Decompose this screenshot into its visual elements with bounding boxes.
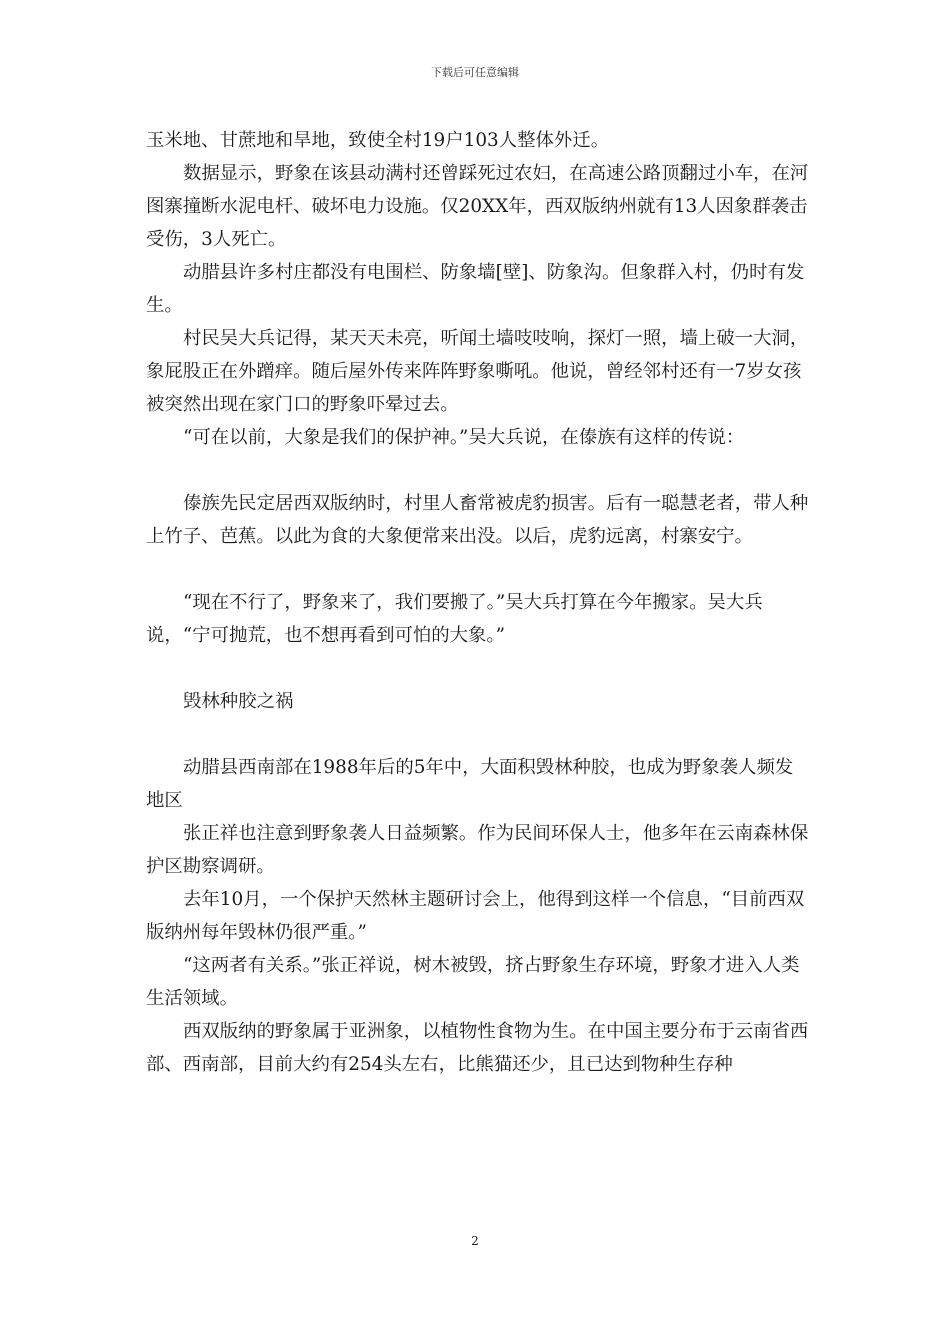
- paragraph: 村民吴大兵记得，某天天未亮，听闻土墙吱吱响，探灯一照，墙上破一大洞，象屁股正在外蹭痒。随后屋外传来阵阵野象嘶吼。他说，曾经邻村还有一7岁女孩被突然出现在家门口的野象吓晕过去。: [146, 328, 809, 415]
- paragraph: 张正祥也注意到野象袭人日益频繁。作为民间环保人士，他多年在云南森林保护区勘察调研。: [146, 823, 809, 877]
- paragraph: “这两者有关系。”张正祥说，树木被毁，挤占野象生存环境，野象才进入人类生活领域。: [146, 955, 800, 1009]
- blank-line: [146, 652, 811, 685]
- blank-line: [146, 718, 811, 751]
- document-body: [146, 124, 811, 1081]
- blank-line: [146, 454, 811, 487]
- paragraph: 西双版纳的野象属于亚洲象，以植物性食物为生。在中国主要分布于云南省西部、西南部，目前大约有254头左右，比熊猫还少，且已达到物种生存种: [146, 1021, 809, 1075]
- section-heading: 毁林种胶之祸: [183, 691, 294, 712]
- paragraph: “可在以前，大象是我们的保护神。”吴大兵说，在傣族有这样的传说：: [183, 427, 745, 448]
- paragraph: 玉米地、甘蔗地和旱地，致使全村19户103人整体外迁。: [146, 130, 610, 151]
- paragraph: 傣族先民定居西双版纳时，村里人畜常被虎豹损害。后有一聪慧老者，带人种上竹子、芭蕉。以此为食的大象便常来出没。以后，虎豹远离，村寨安宁。: [146, 493, 809, 547]
- paragraph: 去年10月，一个保护天然林主题研讨会上，他得到这样一个信息，“目前西双版纳州每年毁林仍很严重。”: [146, 889, 805, 943]
- page-number: 2: [471, 1234, 479, 1248]
- blank-line: [146, 553, 811, 586]
- paragraph: “现在不行了，野象来了，我们要搬了。”吴大兵打算在今年搬家。吴大兵说，“宁可抛荒，也不想再看到可怕的大象。”: [146, 592, 763, 646]
- paragraph: 动腊县西南部在1988年后的5年中，大面积毁林种胶，也成为野象袭人频发地区: [146, 757, 794, 811]
- paragraph: 动腊县许多村庄都没有电围栏、防象墙[壁]、防象沟。但象群入村，仍时有发生。: [146, 262, 805, 316]
- paragraph: 数据显示，野象在该县动满村还曾踩死过农妇，在高速公路顶翻过小车，在河图寨撞断水泥电杆、破坏电力设施。仅20XX年，西双版纳州就有13人因象群袭击受伤，3人死亡。: [146, 163, 809, 250]
- page-header: 下载后可任意编辑: [431, 66, 519, 79]
